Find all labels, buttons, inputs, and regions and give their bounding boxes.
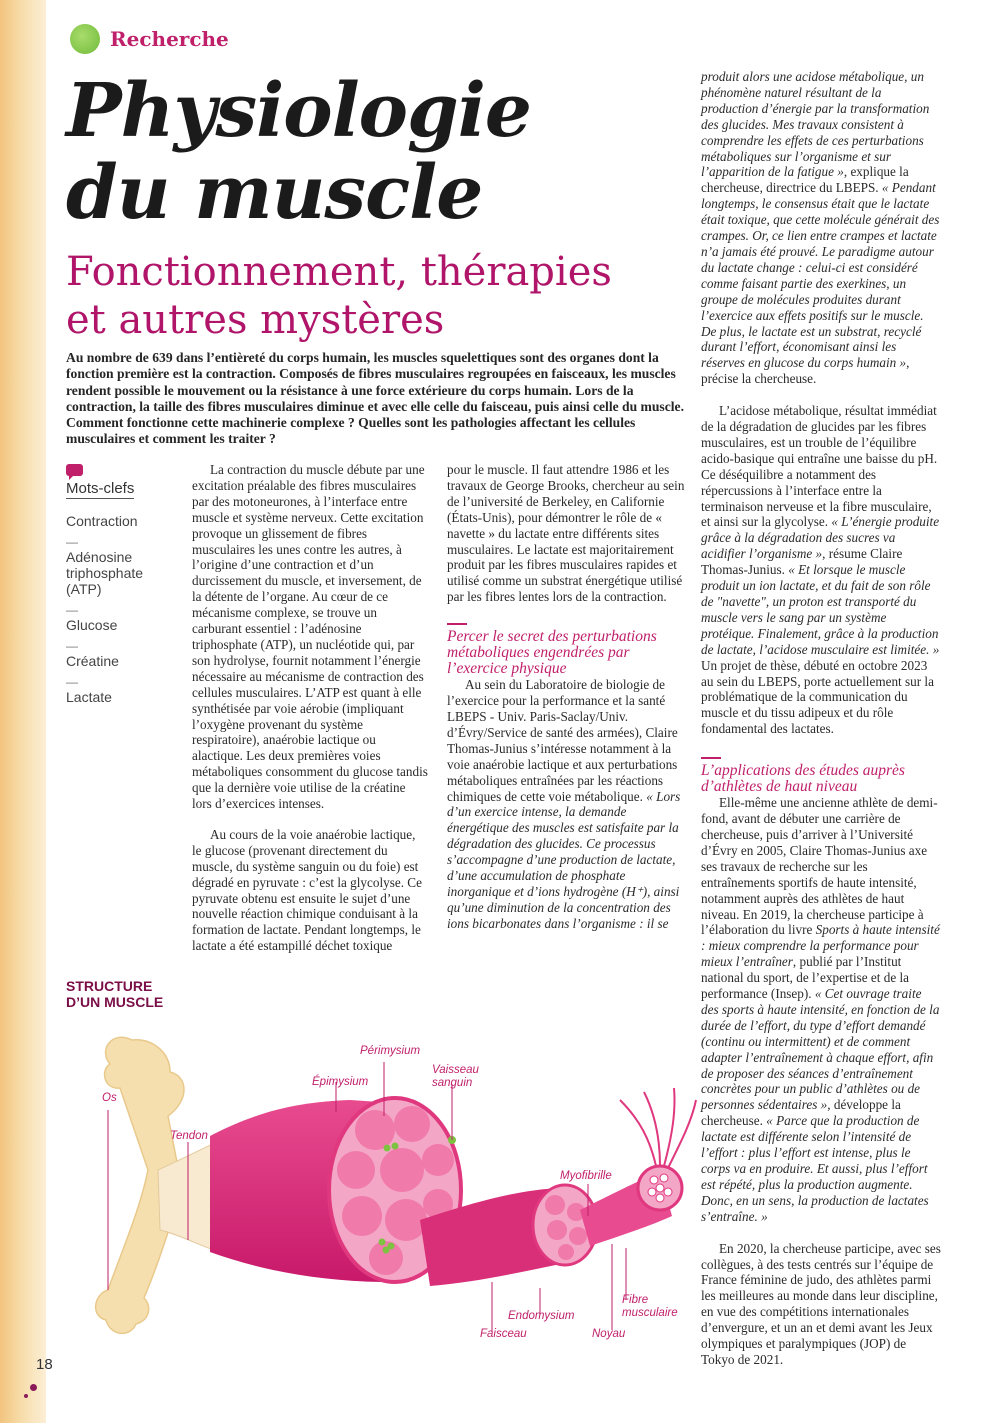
subtitle-line-1: Fonctionnement, thérapies [66,249,612,295]
quote: « Et lorsque le muscle produit un ion lactate, et du fait de son rôle de "navette", un proton est transporté du muscle vers le sang par un système protéique. Finalement, grâce à la production de lactate, l’acidose musculaire est limitée. » [701,562,940,657]
keyword-separator: — [66,535,78,549]
page-margin-strip [0,0,46,1423]
paragraph: En 2020, la chercheuse participe, avec ses collègues, à des tests centrés sur l’équipe de France féminine de judo, des athlètes parmi les meilleures au monde dans leur discipline, en vue des compétitions internationales d’envergure, et un an et demi avant les Jeux olympiques et paralympiques (JOP) de Tokyo de 2021. [701,1240,941,1367]
lead-paragraph: Au nombre de 639 dans l’entièreté du corps humain, les muscles squelettiques sont des organes dont la fonction première est la contraction. Composés de fibres musculaires regroupées en faisceaux, les muscles rendent possible le mouvement ou la résistance à une force extérieure du corps humain. Lors de la contraction, la taille des fibres musculaires diminue et avec elle celle du faisceau, puis ainsi celle du muscle. Comment fonctionne cette machinerie complexe ? Quelles sont les pathologies affectant les cellules musculaires et comment les traiter ? [66,350,684,447]
page-number: 18 [36,1356,53,1373]
paragraph-text: Au sein du Laboratoire de biologie de l’exercice pour la performance et la santé LBEPS - Univ. Paris-Saclay/Univ. d’Évry/Service de santé des armées), Claire Thomas-Junius s’intéresse notamment à la voie anaérobie lactique et aux perturbations métaboliques entraînées par les réactions chimiques de cette voie métabolique. [447,677,678,804]
keyword-item: Contraction [66,513,138,529]
label-line: sanguin [432,1077,473,1089]
label-line: musculaire [622,1307,678,1319]
paragraph: pour le muscle. Il faut attendre 1986 et les travaux de George Brooks, chercheur au sein de l’université de Berkeley, en Californie (États-Unis), pour démontrer le rôle de « navette » du lactate entre différents sites musculaires. Le lactate est majoritairement produit par les fibres musculaires rapides et utilisé comme un substrat énergétique utilisé par les fibres lentes lors de la contraction. [447,462,685,605]
quote: « Pendant longtemps, le consensus était que le lactate était toxique, que cette molécule générait des crampes. Or, ce lien entre crampes et lactate n’a jamais été prouvé. Le paradigme autour du lactate change : celui-ci est considéré comme faisant partie des exerkines, un groupe de molécules produites durant l’exercice aux effets positifs sur le muscle. De plus, le lactate est un substrat, recyclé durant l’effort, économisant ainsi les réserves en glucose du corps humain » [701,180,940,371]
label-endomysium: Endomysium [508,1310,575,1322]
label-epimysium: Épimysium [312,1076,369,1088]
quote: « Lors d’un exercice intense, la demande énergétique des muscles est satisfaite par la dégradation des glucides. Ce processus s’accompagne d’une production de lactate, d’une accumulation de phosphate inorganique et d’ions hydrogène (H⁺), ainsi qu’une diminution de la concentration des ions bicarbonates dans l’organisme : il se [447,788,681,931]
title-line-1: Physiologie [66,68,531,154]
paragraph-text: , résume Claire Thomas-Junius. [701,546,903,578]
text-column-3 [701,69,941,1368]
label-line: Fibre [622,1294,649,1306]
paragraph [701,795,941,1224]
keywords-title: Mots-clefs [66,480,135,497]
paragraph-text: Un projet de thèse, débuté en octobre 2023 au sein du LBEPS, porte actuellement sur la problématique de la communication du muscle et du tissu adipeux et du rôle fondamental des lactates. [701,657,934,737]
label-perimysium: Périmysium [360,1045,421,1057]
label-tendon: Tendon [170,1130,208,1142]
paragraph-text: , explique la chercheuse, directrice du LBEPS. [701,164,909,196]
myofibril-strands [620,1088,696,1168]
page-dot-icon [24,1394,28,1398]
paragraph [701,69,941,387]
quote: « Cet ouvrage traite des sports à haute intensité, en fonction de la durée de l’effort, du type d’effort demandé (continu ou intermittent) et de comment adapter l’entraînement à chaque effort, afin de proposer des séances d’entraînement concrètes pour un public d’athlètes ou de personnes sédentaires » [701,986,940,1113]
keywords-box [66,464,178,705]
paragraph: Au cours de la voie anaérobie lactique, le glucose (provenant directement du muscle, du système sanguin ou du foie) est dégradé en pyruvate : c’est la glycolyse. Ce pyruvate obtenu est ensuite le sujet d’une nouvelle réaction chimique conduisant à la formation de lactate. Pendant longtemps, le lactate a été estampillé déchet toxique [192,826,422,954]
keyword-separator: — [66,639,78,653]
keyword-item: Adénosine triphosphate (ATP) [66,549,144,597]
label-fibre-musculaire [622,1294,678,1320]
quote: « Parce que la production de lactate est différente selon l’intensité de l’effort : plus l’effort est intense, plus le corps va en produire. Et aussi, plus l’effort est répété, plus la production augmente. Donc, en un sens, la production de lactates s’entraîne. » [701,1113,929,1224]
article-subtitle [66,248,686,344]
subheading-rule [447,623,467,625]
figure-title [66,978,163,1010]
label-line: Vaisseau [432,1064,479,1076]
subheading-rule [701,757,721,759]
label-faisceau: Faisceau [480,1328,527,1340]
page-dot-icon [30,1384,37,1391]
subheading: L’applications des études auprès d’athlètes de haut niveau [701,762,905,796]
keyword-separator: — [66,603,78,617]
paragraph-text: , développe la chercheuse. [701,1097,901,1129]
section-dot-icon [70,24,100,54]
speech-bubble-icon [66,464,83,476]
section-label: Recherche [110,27,229,51]
paragraph-text: L’acidose métabolique, résultat immédiat de la dégradation de glucides par les fibres musculaires, est un trouble de l’équilibre acido-basique qui entraîne une baisse du pH. Ce déséquilibre a notamment des répercussions à l’interface entre la terminaison nerveuse et la fibre musculaire, et ainsi sur la glycolyse. [701,403,938,530]
quote: produit alors une acidose métabolique, un phénomène naturel résultant de la production d’énergie par la transformation des glucides. Mes travaux consistent à comprendre les effets de ces perturbations métaboliques sur l’organisme et sur l’apparition de la fatigue » [701,69,930,180]
article-title [66,70,666,234]
section-header [70,22,229,56]
label-noyau: Noyau [592,1328,626,1340]
paragraph [701,403,941,737]
keyword-item: Glucose [66,617,118,633]
paragraph: La contraction du muscle débute par une excitation préalable des fibres musculaires par des motoneurones, à l’interface entre muscle et système nerveux. Cette excitation provoque un glissement de fibres musculaires les unes contre les autres, à l’origine d’une contraction et d’un durcissement du muscle, et inversement, de la détente de l’organe. Au cœur de ce mécanisme complexe, se trouve un carburant essentiel : l’adénosine triphosphate (ATP), un nucléotide qui, par son hydrolyse, fournit notamment l’énergie nécessaire au mécanisme de contraction des cellules musculaires. L’ATP est quant à elle synthétisée par voie aérobie (impliquant l’oxygène provenant du système respiratoire), anaérobie lactique ou alactique. Les deux premières voies métaboliques consomment du glucose tandis que la dernière voie utilise de la créatine lors d’exercices intenses. [192,462,428,812]
paragraph [447,677,685,932]
text-column-2 [447,462,685,932]
subheading: Percer le secret des perturbations métaboliques engendrées par l’exercice physique [447,628,657,678]
figure-title-line-1: STRUCTURE [66,978,153,994]
paragraph-text: , publié par l’Institut national du sport, de l’expertise et de la performance (Insep). [701,954,909,1002]
muscle-structure-illustration [60,1020,700,1350]
paragraph-text: Elle-même une ancienne athlète de demi-fond, avant de débuter une carrière de chercheuse, puis d’arriver à l’Université d’Évry en 2005, Claire Thomas-Junius axe ses travaux de recherche sur les entraînements sportifs de haute intensité, notamment auprès des athlètes de haut niveau. En 2019, la chercheuse participe à l’élaboration du livre [701,795,938,938]
quote: « L’énergie produite grâce à la dégradation des sucres va acidifier l’organisme » [701,514,940,562]
book-title: Sports à haute intensité : mieux comprendre la performance pour mieux l’entraîner [701,922,940,970]
keyword-item: Lactate [66,689,112,705]
title-line-2: du muscle [66,150,483,236]
figure-title-line-2: D’UN MUSCLE [66,994,164,1010]
label-os: Os [102,1092,117,1104]
keyword-item: Créatine [66,653,119,669]
label-vaisseau-sanguin [432,1064,479,1090]
paragraph-text: , précise la chercheuse. [701,355,910,387]
keyword-separator: — [66,675,78,689]
label-myofibrille: Myofibrille [560,1170,612,1182]
text-column-1 [192,462,428,954]
subtitle-line-2: et autres mystères [66,297,445,343]
